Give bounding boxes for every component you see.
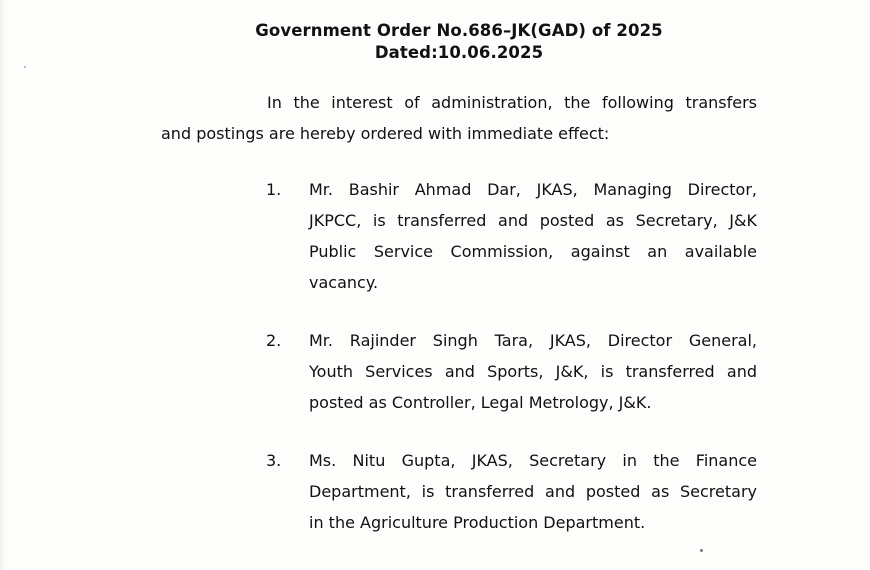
item-text-line: JKPCC, is transferred and posted as Secretary, J&K <box>309 211 757 230</box>
item-text <box>309 174 757 298</box>
item-text-line: Department, is transferred and posted as Secretary <box>309 482 757 501</box>
item-text-line: Ms. Nitu Gupta, JKAS, Secretary in the Finance <box>309 451 757 470</box>
order-number-heading: Government Order No.686–JK(GAD) of 2025 <box>255 21 663 40</box>
item-text-line: vacancy. <box>309 273 379 292</box>
item-text-line: in the Agriculture Production Department. <box>309 513 646 532</box>
item-number: 3. <box>266 451 282 470</box>
item-text-line: Youth Services and Sports, J&K, is transferred and <box>309 362 757 381</box>
item-text-line: Mr. Bashir Ahmad Dar, JKAS, Managing Director, <box>309 180 757 199</box>
scan-edge-shadow <box>0 0 6 570</box>
item-text <box>309 445 757 538</box>
order-date-heading: Dated:10.06.2025 <box>374 43 544 62</box>
intro-line: and postings are hereby ordered with immediate effect: <box>161 124 610 143</box>
item-text-line: Mr. Rajinder Singh Tara, JKAS, Director General, <box>309 331 757 350</box>
item-text <box>309 325 757 418</box>
intro-paragraph <box>161 87 757 149</box>
intro-line: In the interest of administration, the following transfers <box>267 93 757 112</box>
scan-speck <box>24 66 26 68</box>
item-number: 1. <box>266 180 282 199</box>
item-number: 2. <box>266 331 282 350</box>
item-text-line: Public Service Commission, against an available <box>309 242 757 261</box>
scan-speck <box>700 549 703 552</box>
item-text-line: posted as Controller, Legal Metrology, J&K. <box>309 393 652 412</box>
